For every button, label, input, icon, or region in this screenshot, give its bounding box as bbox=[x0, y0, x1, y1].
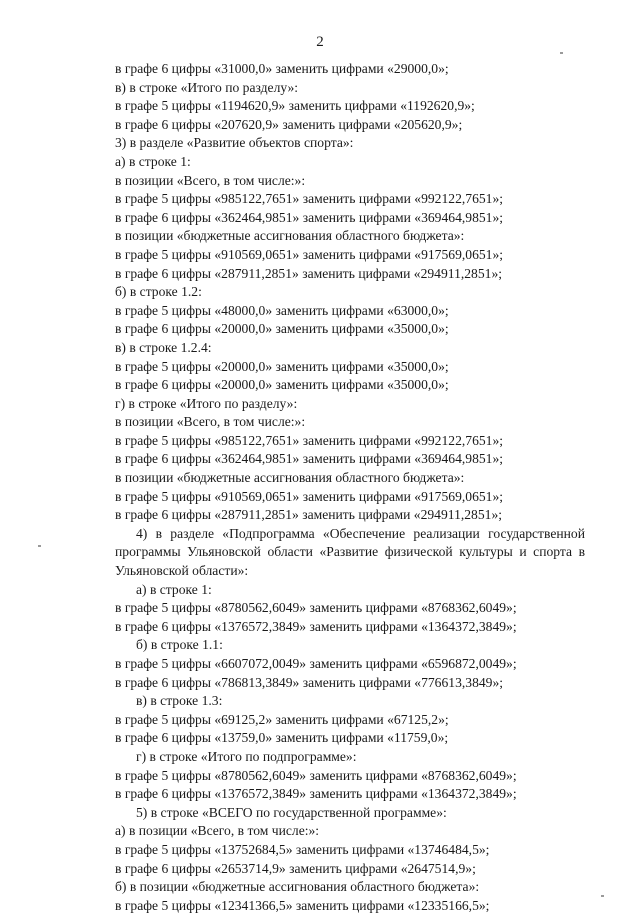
text-line: в позиции «бюджетные ассигнования областного бюджета»: bbox=[115, 228, 465, 244]
text-line: в графе 5 цифры «985122,7651» заменить цифрами «992122,7651»; bbox=[115, 432, 504, 448]
text-line: в графе 5 цифры «1194620,9» заменить цифрами «1192620,9»; bbox=[115, 98, 475, 114]
text-line: б) в строке 1.1: bbox=[136, 637, 223, 653]
scan-speck bbox=[560, 52, 563, 54]
text-line: в позиции «Всего, в том числе:»: bbox=[115, 414, 306, 430]
text-line: в графе 5 цифры «20000,0» заменить цифрами «35000,0»; bbox=[115, 358, 449, 374]
text-line: а) в строке 1: bbox=[136, 581, 212, 597]
text-line: г) в строке «Итого по разделу»: bbox=[115, 395, 298, 411]
text-line: б) в строке 1.2: bbox=[115, 284, 202, 300]
text-line: 3) в разделе «Развитие объектов спорта»: bbox=[115, 135, 354, 151]
text-line: в графе 6 цифры «2653714,9» заменить цифрами «2647514,9»; bbox=[115, 860, 476, 876]
text-line: в графе 6 цифры «207620,9» заменить цифрами «205620,9»; bbox=[115, 116, 463, 132]
text-line: в графе 6 цифры «1376572,3849» заменить цифрами «1364372,3849»; bbox=[115, 786, 517, 802]
text-line: в графе 6 цифры «287911,2851» заменить цифрами «294911,2851»; bbox=[115, 265, 503, 281]
text-line: в позиции «бюджетные ассигнования областного бюджета»: bbox=[115, 470, 465, 486]
text-line: в позиции «Всего, в том числе:»: bbox=[115, 172, 306, 188]
text-line: в графе 5 цифры «69125,2» заменить цифрами «67125,2»; bbox=[115, 711, 449, 727]
text-line: в графе 6 цифры «13759,0» заменить цифрами «11759,0»; bbox=[115, 730, 449, 746]
text-line: в) в строке 1.3: bbox=[136, 693, 223, 709]
text-line: в графе 6 цифры «287911,2851» заменить цифрами «294911,2851»; bbox=[115, 507, 503, 523]
text-line: б) в позиции «бюджетные ассигнования областного бюджета»: bbox=[115, 879, 480, 895]
text-line: в графе 5 цифры «910569,0651» заменить цифрами «917569,0651»; bbox=[115, 246, 504, 262]
text-line: в графе 5 цифры «8780562,6049» заменить цифрами «8768362,6049»; bbox=[115, 600, 517, 616]
text-line: 4) в разделе «Подпрограмма «Обеспечение реализации государственной программы Ульяновской области «Развитие физической культуры и спорта в Ульяновской области»: bbox=[115, 525, 585, 579]
text-line: в графе 6 цифры «362464,9851» заменить цифрами «369464,9851»; bbox=[115, 209, 504, 225]
amendment-text bbox=[115, 60, 585, 915]
text-line: в графе 6 цифры «20000,0» заменить цифрами «35000,0»; bbox=[115, 377, 449, 393]
text-line: 5) в строке «ВСЕГО по государственной программе»: bbox=[136, 804, 447, 820]
text-line: в графе 5 цифры «6607072,0049» заменить цифрами «6596872,0049»; bbox=[115, 656, 517, 671]
page-number: 2 bbox=[316, 34, 324, 50]
text-line: г) в строке «Итого по подпрограмме»: bbox=[136, 748, 357, 764]
scan-speck bbox=[38, 545, 41, 547]
text-line: в графе 6 цифры «20000,0» заменить цифрами «35000,0»; bbox=[115, 321, 449, 337]
text-line: в) в строке 1.2.4: bbox=[115, 339, 212, 355]
text-line: в) в строке «Итого по разделу»: bbox=[115, 79, 299, 95]
text-line: в графе 6 цифры «31000,0» заменить цифрами «29000,0»; bbox=[115, 61, 449, 76]
text-line: в графе 5 цифры «910569,0651» заменить цифрами «917569,0651»; bbox=[115, 488, 504, 504]
text-line: в графе 5 цифры «13752684,5» заменить цифрами «13746484,5»; bbox=[115, 841, 490, 857]
text-line: в графе 6 цифры «786813,3849» заменить цифрами «776613,3849»; bbox=[115, 674, 504, 690]
scan-speck bbox=[601, 895, 604, 897]
text-line: в графе 5 цифры «8780562,6049» заменить цифрами «8768362,6049»; bbox=[115, 767, 517, 783]
text-line: в графе 5 цифры «985122,7651» заменить цифрами «992122,7651»; bbox=[115, 191, 504, 207]
text-line: в графе 5 цифры «48000,0» заменить цифрами «63000,0»; bbox=[115, 302, 449, 318]
text-line: в графе 6 цифры «1376572,3849» заменить цифрами «1364372,3849»; bbox=[115, 618, 517, 634]
text-line: в графе 5 цифры «12341366,5» заменить цифрами «12335166,5»; bbox=[115, 897, 490, 913]
text-line: а) в строке 1: bbox=[115, 153, 191, 169]
text-line: в графе 6 цифры «362464,9851» заменить цифрами «369464,9851»; bbox=[115, 451, 504, 467]
text-line: а) в позиции «Всего, в том числе:»: bbox=[115, 823, 320, 839]
